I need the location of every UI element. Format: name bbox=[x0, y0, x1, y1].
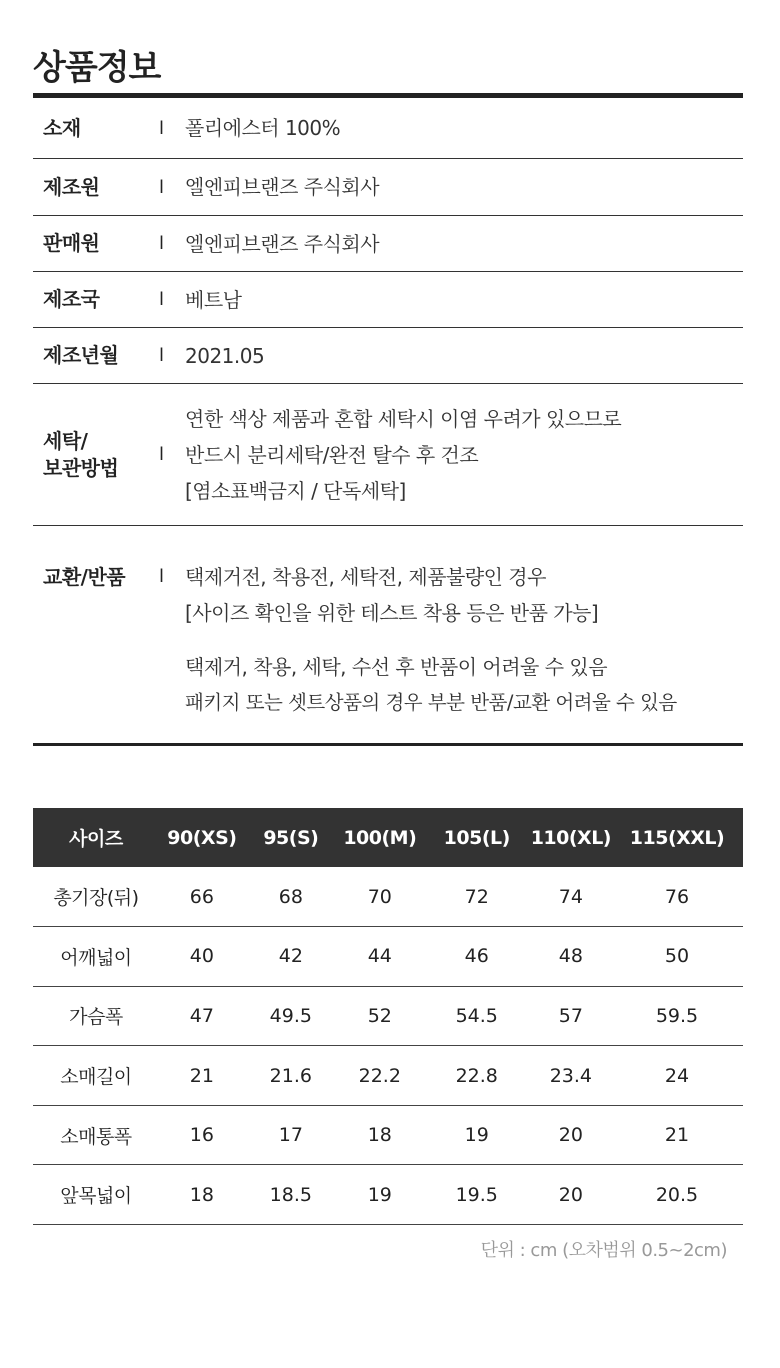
table-cell: 24 bbox=[611, 1046, 743, 1106]
table-cell: 23.4 bbox=[531, 1046, 611, 1106]
table-cell: 21 bbox=[611, 1105, 743, 1165]
header-cell: 사이즈 bbox=[33, 808, 159, 867]
table-row bbox=[33, 927, 743, 987]
table-cell: 21 bbox=[159, 1046, 245, 1106]
product-info-table bbox=[33, 98, 743, 745]
table-cell: 54.5 bbox=[423, 986, 531, 1046]
table-cell: 48 bbox=[531, 927, 611, 987]
table-cell: 18.5 bbox=[245, 1165, 337, 1225]
table-cell: 19 bbox=[337, 1165, 423, 1225]
table-cell: 19 bbox=[423, 1105, 531, 1165]
table-cell: 42 bbox=[245, 927, 337, 987]
unit-note: 단위 : cm (오차범위 0.5~2cm) bbox=[480, 1240, 727, 1261]
table-cell: 74 bbox=[531, 867, 611, 927]
info-label: 판매원 bbox=[43, 231, 100, 255]
info-value: 택제거전, 착용전, 세탁전, 제품불량인 경우 [사이즈 확인을 위한 테스트 착용 등은 반품 가능] 택제거, 착용, 세탁, 수선 후 반품이 어려울 수 있음 패키지 또는 셋트상품의 경우 부분 반품/교환 어려울 수 있음 bbox=[185, 565, 677, 714]
header-cell: 90(XS) bbox=[159, 808, 245, 867]
table-cell: 17 bbox=[245, 1105, 337, 1165]
info-separator: l bbox=[159, 566, 165, 587]
table-cell: 70 bbox=[337, 867, 423, 927]
row-label: 앞목넓이 bbox=[33, 1165, 159, 1225]
table-cell: 68 bbox=[245, 867, 337, 927]
table-row bbox=[33, 1165, 743, 1225]
info-row-washing bbox=[33, 384, 743, 526]
info-row-country bbox=[33, 272, 743, 328]
row-label: 소매길이 bbox=[33, 1046, 159, 1106]
row-label: 어깨넓이 bbox=[33, 927, 159, 987]
table-row bbox=[33, 867, 743, 927]
info-label: 교환/반품 bbox=[43, 565, 126, 589]
table-cell: 49.5 bbox=[245, 986, 337, 1046]
info-separator: l bbox=[159, 233, 165, 254]
table-cell: 22.2 bbox=[337, 1046, 423, 1106]
table-row bbox=[33, 986, 743, 1046]
table-cell: 76 bbox=[611, 867, 743, 927]
info-value: 베트남 bbox=[185, 287, 242, 312]
info-value: 2021.05 bbox=[185, 343, 265, 368]
table-cell: 16 bbox=[159, 1105, 245, 1165]
table-cell: 18 bbox=[337, 1105, 423, 1165]
table-cell: 59.5 bbox=[611, 986, 743, 1046]
table-cell: 50 bbox=[611, 927, 743, 987]
header-cell: 110(XL) bbox=[531, 808, 611, 867]
table-cell: 44 bbox=[337, 927, 423, 987]
table-row bbox=[33, 1046, 743, 1106]
header-cell: 115(XXL) bbox=[611, 808, 743, 867]
table-cell: 57 bbox=[531, 986, 611, 1046]
size-table bbox=[33, 808, 743, 1225]
row-label: 총기장(뒤) bbox=[33, 867, 159, 927]
info-label: 제조국 bbox=[43, 287, 100, 311]
table-cell: 47 bbox=[159, 986, 245, 1046]
info-row-date bbox=[33, 328, 743, 384]
table-cell: 22.8 bbox=[423, 1046, 531, 1106]
info-separator: l bbox=[159, 345, 165, 366]
page-title: 상품정보 bbox=[33, 48, 161, 88]
info-row-manufacturer bbox=[33, 159, 743, 216]
info-row-seller bbox=[33, 216, 743, 272]
row-label: 가슴폭 bbox=[33, 986, 159, 1046]
info-value: 폴리에스터 100% bbox=[185, 116, 341, 140]
table-cell: 72 bbox=[423, 867, 531, 927]
table-cell: 66 bbox=[159, 867, 245, 927]
table-cell: 52 bbox=[337, 986, 423, 1046]
info-row-exchange bbox=[33, 526, 743, 745]
info-separator: l bbox=[159, 444, 165, 465]
row-label: 소매통폭 bbox=[33, 1105, 159, 1165]
info-label: 제조원 bbox=[43, 174, 100, 199]
info-value: 연한 색상 제품과 혼합 세탁시 이염 우려가 있으므로 반드시 분리세탁/완전 탈수 후 건조 [염소표백금지 / 단독세탁] bbox=[185, 406, 622, 503]
header-cell: 100(M) bbox=[337, 808, 423, 867]
table-cell: 20 bbox=[531, 1165, 611, 1225]
table-cell: 20.5 bbox=[611, 1165, 743, 1225]
info-label: 세탁/ 보관방법 bbox=[43, 428, 119, 480]
table-cell: 46 bbox=[423, 927, 531, 987]
info-separator: l bbox=[159, 176, 165, 198]
table-cell: 21.6 bbox=[245, 1046, 337, 1106]
info-bottom-divider bbox=[33, 743, 743, 746]
info-value: 엘엔피브랜즈 주식회사 bbox=[185, 231, 380, 256]
info-value: 엘엔피브랜즈 주식회사 bbox=[185, 175, 380, 199]
info-label: 제조년월 bbox=[43, 343, 119, 367]
info-row-material bbox=[33, 98, 743, 159]
header-cell: 95(S) bbox=[245, 808, 337, 867]
table-cell: 18 bbox=[159, 1165, 245, 1225]
table-cell: 40 bbox=[159, 927, 245, 987]
info-label: 소재 bbox=[43, 115, 81, 140]
table-cell: 20 bbox=[531, 1105, 611, 1165]
table-cell: 19.5 bbox=[423, 1165, 531, 1225]
info-separator: l bbox=[159, 117, 165, 139]
header-cell: 105(L) bbox=[423, 808, 531, 867]
size-table-header bbox=[33, 808, 743, 867]
info-separator: l bbox=[159, 289, 165, 310]
table-row bbox=[33, 1105, 743, 1165]
